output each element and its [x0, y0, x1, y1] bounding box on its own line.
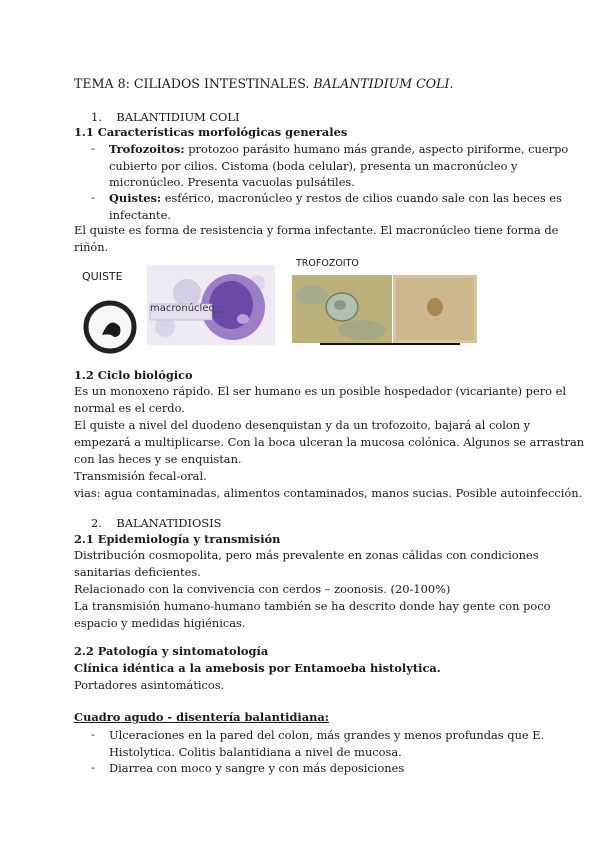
bullet-dash: -: [91, 141, 95, 155]
bullet-dash: -: [91, 760, 95, 774]
section-1-heading: 1. BALANTIDIUM COLI: [91, 110, 240, 124]
paragraph-epidemiologia: Distribución cosmopolita, pero más prevalente en zonas cálidas con condiciones sanitarias deficientes. Relacionado con la convivencia con cerdos – zoonosis. (20-100%) La transmisión humano-humano también se ha descrito donde hay gente con poco espacio y medidas higiénicas.: [74, 548, 551, 630]
bullet-trofozoitos: Trofozoitos: protozoo parásito humano más grande, aspecto piriforme, cuerpo cubierto por cilios. Cistoma (boda celular), presenta un macronúcleo y micronúcleo. Presenta vacuolas pulsátiles.: [109, 142, 569, 189]
scale-bar: [320, 343, 460, 345]
bullet-ulceraciones: Ulceraciones en la pared del colon, más grandes y menos profundas que E. Histolytica. Colitis balantidiana a nivel de mucosa.: [109, 728, 545, 759]
bullet-quistes: Quistes: esférico, macronúcleo y restos de cilios cuando sale con las heces es infectante.: [109, 191, 562, 222]
macronucleo-label: macronúcleo: [150, 303, 215, 314]
subsection-2-2-heading: 2.2 Patología y sintomatología: [74, 644, 269, 658]
cuadro-agudo-heading: Cuadro agudo - disentería balantidiana:: [74, 710, 329, 724]
bullet-diarrea: Diarrea con moco y sangre y con más deposiciones: [109, 761, 405, 775]
subsection-1-1-heading: 1.1 Características morfológicas generales: [74, 125, 348, 139]
trofozoito-label: TROFOZOITO: [296, 258, 359, 269]
paragraph-ciclo: Es un monoxeno rápido. El ser humano es un posible hospedador (vicariante) pero el normal es el cerdo. El quiste a nivel del duodeno desenquistan y da un trofozoito, bajará al colon y empezará a multiplicarse. Con la boca ulceran la mucosa colónica. Algunos se arrastran con las heces y se enquistan. Transmisión fecal-oral. vias: agua contaminadas, alimentos contaminados, manos sucias. Posible autoinfección.: [74, 384, 585, 500]
quiste-label: QUISTE: [82, 270, 123, 283]
trofozoito-image-1: [292, 275, 392, 343]
trofozoito-image-2: [393, 275, 477, 343]
subsection-1-2-heading: 1.2 Ciclo biológico: [74, 368, 193, 382]
bullet-dash: -: [91, 190, 95, 204]
section-2-heading: 2. BALANATIDIOSIS: [91, 516, 222, 530]
clinica-statement: Clínica idéntica a la amebosis por Entamoeba histolytica.: [74, 661, 441, 675]
portadores-text: Portadores asintomáticos.: [74, 678, 225, 692]
page-title: TEMA 8: CILIADOS INTESTINALES. BALANTIDIUM COLI.: [74, 76, 454, 91]
bullet-dash: -: [91, 727, 95, 741]
quiste-image: [80, 297, 140, 357]
paragraph-quiste: El quiste es forma de resistencia y forma infectante. El macronúcleo tiene forma de riñón.: [74, 223, 559, 254]
subsection-2-1-heading: 2.1 Epidemiología y transmisión: [74, 532, 281, 546]
